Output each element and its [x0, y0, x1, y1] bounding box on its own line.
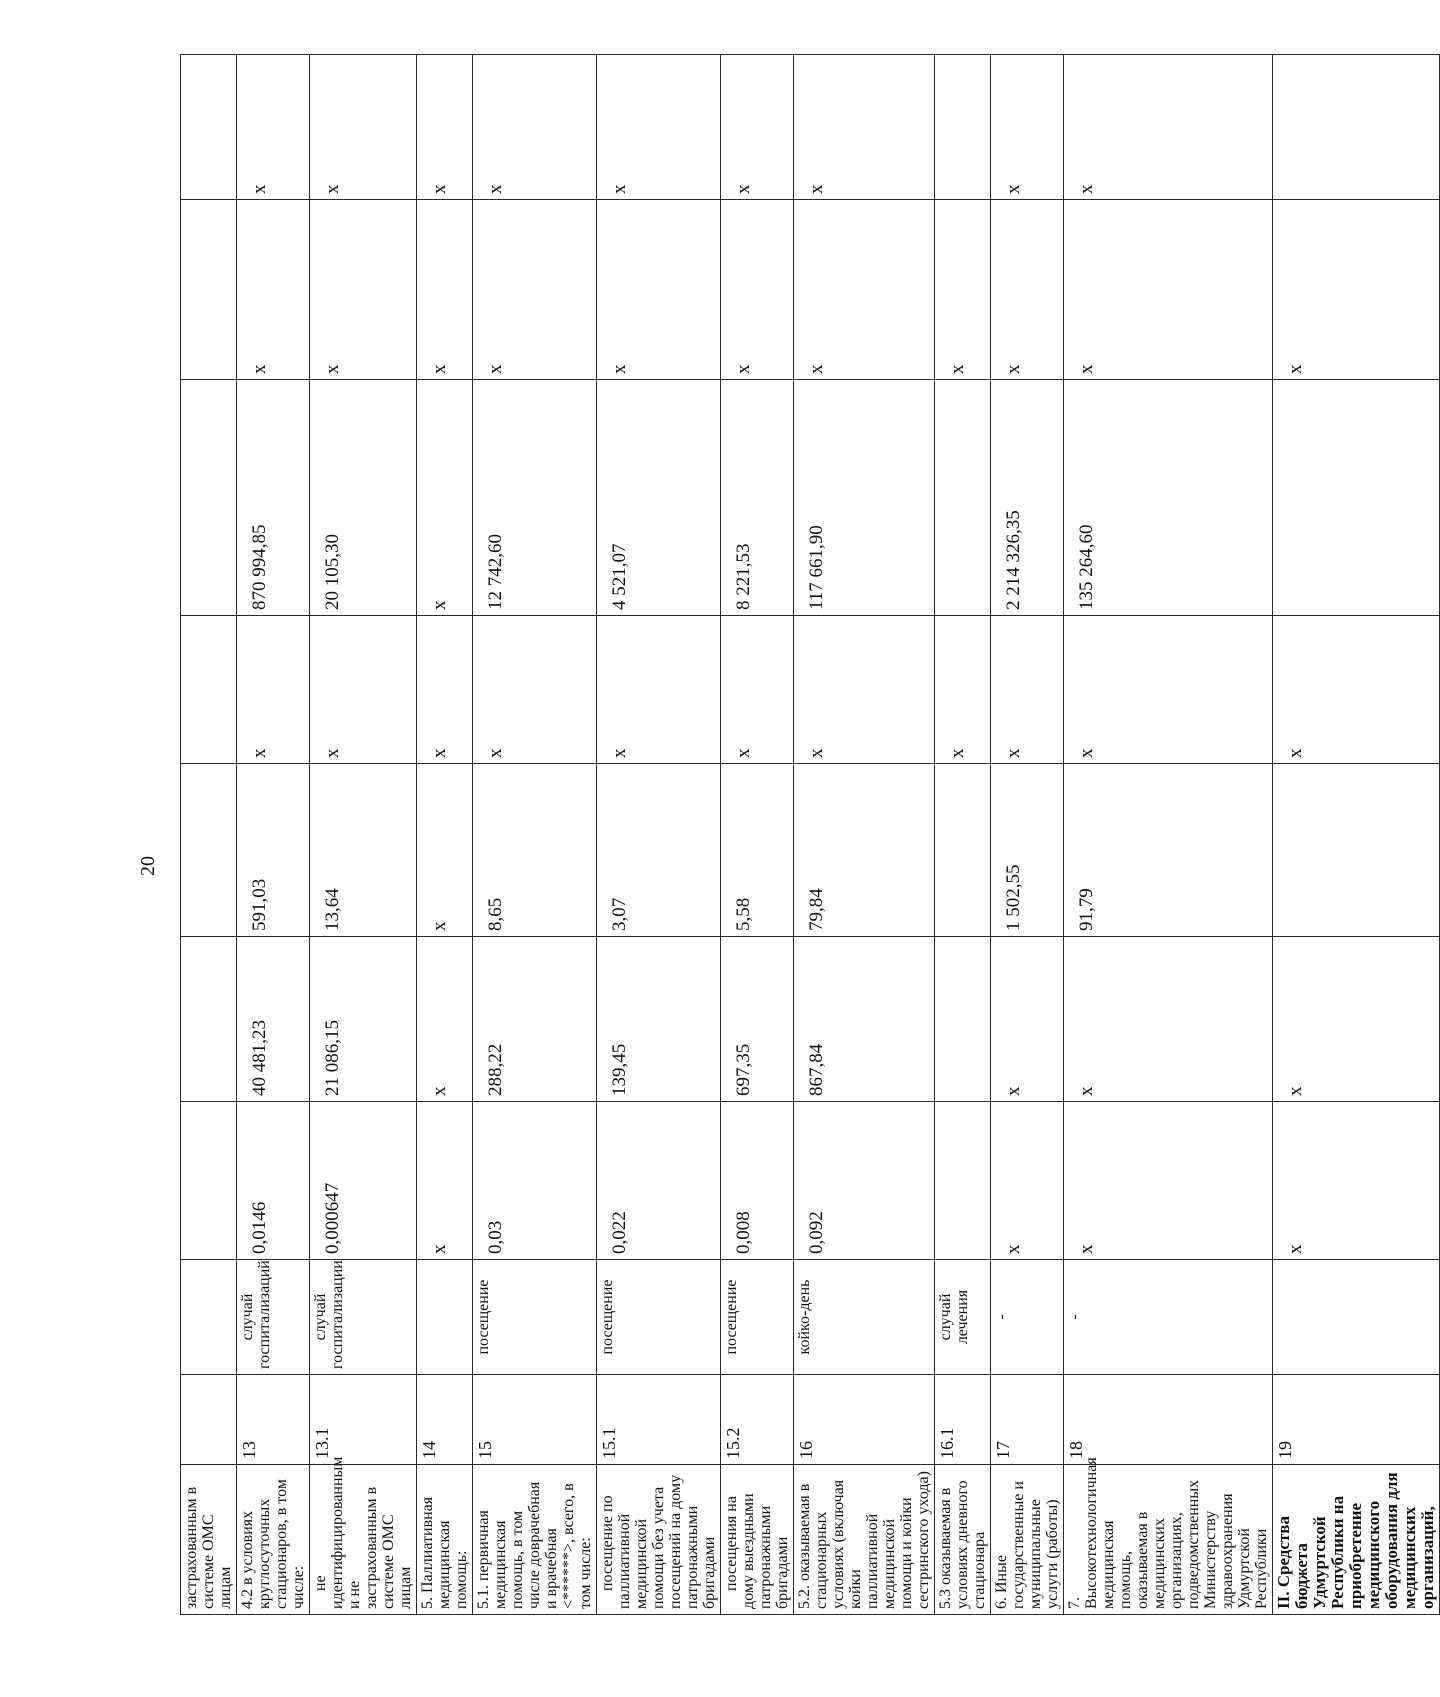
per-capita-oms-cell: х: [1064, 616, 1273, 764]
per-capita-budget-cell: 1 502,55: [991, 764, 1064, 937]
total-oms-cell: х: [473, 200, 597, 380]
unit-cell: койко-день: [794, 1260, 935, 1375]
row-label: II. Средства бюджета Удмуртской Республики на приобретение медицинского оборудования для медицинских организаций,: [1273, 1465, 1440, 1615]
row-code: 17: [991, 1375, 1064, 1465]
table-row: [935, 55, 991, 1615]
volume-cell: 0,092: [794, 1102, 935, 1260]
row-code: 15.2: [721, 1375, 794, 1465]
cost-per-unit-cell: х: [991, 937, 1064, 1102]
per-capita-budget-cell: 3,07: [597, 764, 721, 937]
total-budget-cell: 135 264,60: [1064, 380, 1273, 616]
share-cell: [935, 55, 991, 200]
share-cell: х: [991, 55, 1064, 200]
row-label: 5. Паллиативная медицинская помощь:: [417, 1465, 473, 1615]
table-row: [597, 55, 721, 1615]
volume-cell: х: [1273, 1102, 1440, 1260]
total-budget-cell: 4 521,07: [597, 380, 721, 616]
volume-cell: 0,03: [473, 1102, 597, 1260]
row-label: 7. Высокотехнологичная медицинская помощь, оказываемая в медицинских организациях, подведомственных Министерству здравоохранения Удмуртской Республики: [1064, 1465, 1273, 1615]
share-cell: х: [794, 55, 935, 200]
per-capita-budget-cell: 8,65: [473, 764, 597, 937]
volume-cell: 0,0146: [237, 1102, 310, 1260]
per-capita-budget-cell: х: [417, 764, 473, 937]
per-capita-oms-cell: х: [721, 616, 794, 764]
table-row: [794, 55, 935, 1615]
table-row: [417, 55, 473, 1615]
per-capita-oms-cell: х: [417, 616, 473, 764]
total-budget-cell: [1273, 380, 1440, 616]
per-capita-oms-cell: х: [1273, 616, 1440, 764]
cost-per-unit-cell: 139,45: [597, 937, 721, 1102]
row-label: 5.3 оказываемая в условиях дневного стационара: [935, 1465, 991, 1615]
row-code: [181, 1375, 237, 1465]
volume-cell: х: [417, 1102, 473, 1260]
total-oms-cell: х: [794, 200, 935, 380]
row-label: застрахованным в системе ОМС лицам: [181, 1465, 237, 1615]
table-row: [310, 55, 417, 1615]
total-oms-cell: х: [310, 200, 417, 380]
volume-cell: х: [991, 1102, 1064, 1260]
row-label: посещение по паллиативной медицинской помощи без учета посещений на дому патронажными бригадами: [597, 1465, 721, 1615]
total-budget-cell: [181, 380, 237, 616]
cost-per-unit-cell: х: [1273, 937, 1440, 1102]
per-capita-oms-cell: х: [597, 616, 721, 764]
unit-cell: посещение: [597, 1260, 721, 1375]
share-cell: х: [310, 55, 417, 200]
cost-per-unit-cell: 867,84: [794, 937, 935, 1102]
share-cell: х: [1064, 55, 1273, 200]
unit-cell: случай лечения: [935, 1260, 991, 1375]
table-row: [721, 55, 794, 1615]
row-label: 6. Иные государственные и муниципальные услуги (работы): [991, 1465, 1064, 1615]
per-capita-budget-cell: 79,84: [794, 764, 935, 937]
cost-per-unit-cell: х: [1064, 937, 1273, 1102]
volume-cell: 0,022: [597, 1102, 721, 1260]
unit-cell: -: [1064, 1260, 1273, 1375]
row-code: 13: [237, 1375, 310, 1465]
cost-per-unit-cell: 40 481,23: [237, 937, 310, 1102]
table-row: [1064, 55, 1273, 1615]
cost-per-unit-cell: 288,22: [473, 937, 597, 1102]
cost-per-unit-cell: [935, 937, 991, 1102]
total-oms-cell: х: [237, 200, 310, 380]
share-cell: х: [237, 55, 310, 200]
total-oms-cell: х: [1064, 200, 1273, 380]
per-capita-budget-cell: [935, 764, 991, 937]
per-capita-budget-cell: [181, 764, 237, 937]
total-oms-cell: х: [935, 200, 991, 380]
share-cell: [181, 55, 237, 200]
cost-per-unit-cell: х: [417, 937, 473, 1102]
per-capita-oms-cell: х: [310, 616, 417, 764]
total-budget-cell: 12 742,60: [473, 380, 597, 616]
row-code: 16.1: [935, 1375, 991, 1465]
per-capita-budget-cell: 591,03: [237, 764, 310, 937]
share-cell: х: [597, 55, 721, 200]
per-capita-budget-cell: 13,64: [310, 764, 417, 937]
volume-cell: [181, 1102, 237, 1260]
volume-cell: 0,008: [721, 1102, 794, 1260]
per-capita-budget-cell: 91,79: [1064, 764, 1273, 937]
cost-per-unit-cell: 697,35: [721, 937, 794, 1102]
per-capita-oms-cell: х: [473, 616, 597, 764]
total-oms-cell: [181, 200, 237, 380]
total-oms-cell: х: [721, 200, 794, 380]
total-budget-cell: 870 994,85: [237, 380, 310, 616]
share-cell: х: [721, 55, 794, 200]
row-label: 4.2 в условиях круглосуточных стационаров, в том числе:: [237, 1465, 310, 1615]
row-label: 5.2. оказываемая в стационарных условиях (включая койки паллиативной медицинской помощи и койки сестринского ухода): [794, 1465, 935, 1615]
per-capita-oms-cell: [181, 616, 237, 764]
unit-cell: [181, 1260, 237, 1375]
per-capita-oms-cell: х: [794, 616, 935, 764]
share-cell: х: [473, 55, 597, 200]
budget-table: [180, 54, 1440, 1615]
row-code: 14: [417, 1375, 473, 1465]
per-capita-budget-cell: [1273, 764, 1440, 937]
table-row: [991, 55, 1064, 1615]
total-budget-cell: х: [417, 380, 473, 616]
row-label: посещения на дому выездными патронажными бригадами: [721, 1465, 794, 1615]
table-row: [473, 55, 597, 1615]
unit-cell: [1273, 1260, 1440, 1375]
total-budget-cell: 2 214 326,35: [991, 380, 1064, 616]
per-capita-budget-cell: 5,58: [721, 764, 794, 937]
table-row: [237, 55, 310, 1615]
total-oms-cell: х: [597, 200, 721, 380]
volume-cell: 0,000647: [310, 1102, 417, 1260]
row-label: 5.1. первичная медицинская помощь, в том числе доврачебная и врачебная <******>, всего, в том числе:: [473, 1465, 597, 1615]
row-code: 13.1: [310, 1375, 417, 1465]
volume-cell: х: [1064, 1102, 1273, 1260]
total-budget-cell: 20 105,30: [310, 380, 417, 616]
cost-per-unit-cell: 21 086,15: [310, 937, 417, 1102]
total-budget-cell: 117 661,90: [794, 380, 935, 616]
unit-cell: -: [991, 1260, 1064, 1375]
row-code: 18: [1064, 1375, 1273, 1465]
total-budget-cell: [935, 380, 991, 616]
row-code: 15: [473, 1375, 597, 1465]
total-budget-cell: 8 221,53: [721, 380, 794, 616]
table-row: [1273, 55, 1440, 1615]
per-capita-oms-cell: х: [991, 616, 1064, 764]
unit-cell: [417, 1260, 473, 1375]
total-oms-cell: х: [1273, 200, 1440, 380]
unit-cell: случай госпитализаций: [237, 1260, 310, 1375]
share-cell: [1273, 55, 1440, 200]
unit-cell: случай госпитализации: [310, 1260, 417, 1375]
share-cell: х: [417, 55, 473, 200]
total-oms-cell: х: [991, 200, 1064, 380]
total-oms-cell: х: [417, 200, 473, 380]
per-capita-oms-cell: х: [935, 616, 991, 764]
cost-per-unit-cell: [181, 937, 237, 1102]
row-code: 15.1: [597, 1375, 721, 1465]
per-capita-oms-cell: х: [237, 616, 310, 764]
page-number: 20: [137, 856, 159, 876]
row-code: 19: [1273, 1375, 1440, 1465]
unit-cell: посещение: [473, 1260, 597, 1375]
volume-cell: [935, 1102, 991, 1260]
row-label: не идентифицированным и не застрахованным в системе ОМС лицам: [310, 1465, 417, 1615]
table-row: [181, 55, 237, 1615]
row-code: 16: [794, 1375, 935, 1465]
unit-cell: посещение: [721, 1260, 794, 1375]
